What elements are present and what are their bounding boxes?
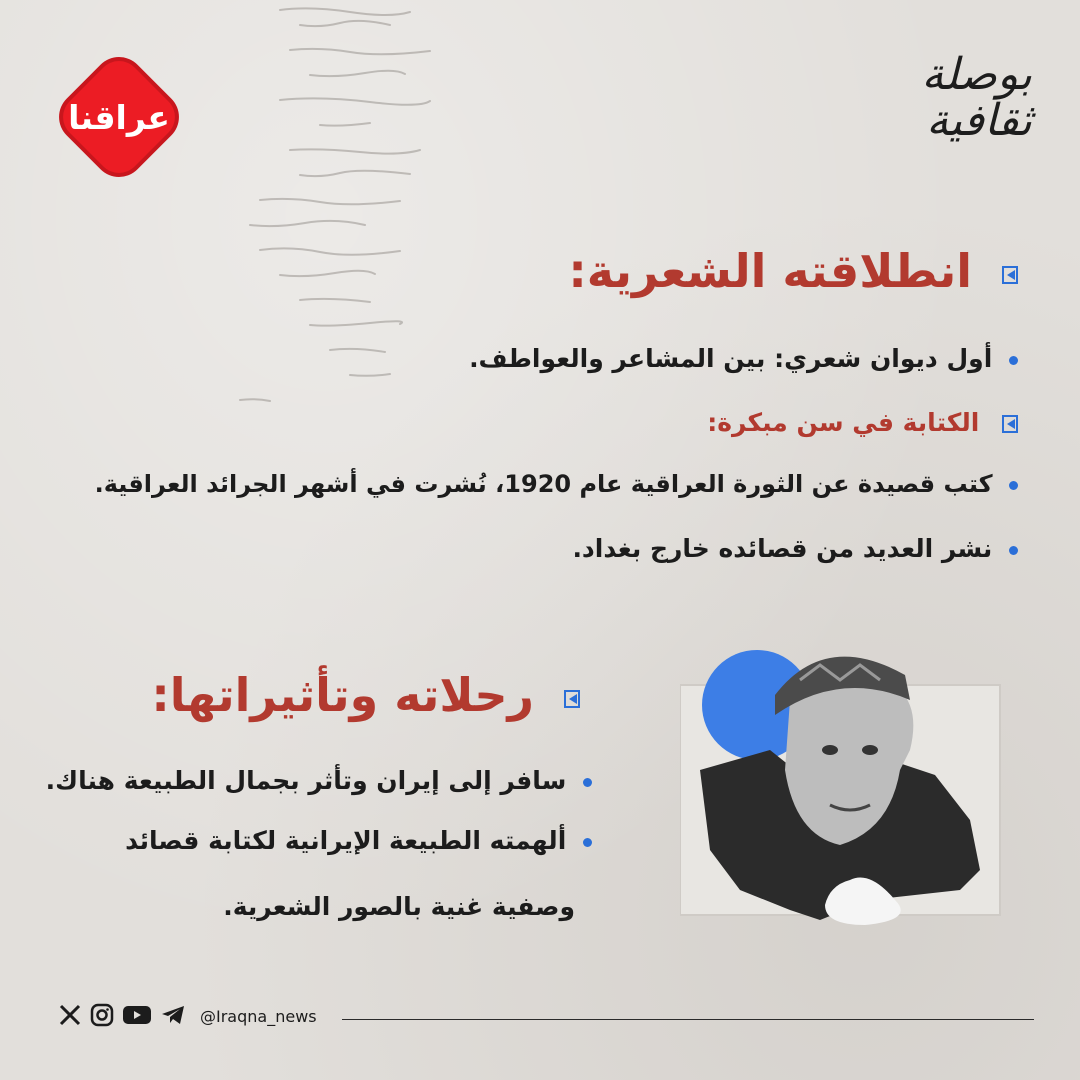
social-icons <box>58 1003 186 1031</box>
play-icon <box>1002 415 1018 433</box>
x-icon[interactable] <box>58 1003 82 1031</box>
section2-heading-row <box>151 668 580 722</box>
section2-item-2 <box>125 826 592 855</box>
bullet-icon <box>1009 481 1018 490</box>
section1-item-1-text: أول ديوان شعري: بين المشاعر والعواطف. <box>469 344 993 373</box>
section1-subitem-1-text: كتب قصيدة عن الثورة العراقية عام 1920، نُشرت في أشهر الجرائد العراقية. <box>94 470 993 498</box>
brand-title <box>832 49 1032 146</box>
section2-item-2-cont <box>223 892 575 921</box>
youtube-icon[interactable] <box>122 1003 152 1031</box>
brand-line-2: ثقافية <box>926 95 1032 146</box>
instagram-icon[interactable] <box>90 1003 114 1031</box>
faint-manuscript <box>220 0 480 430</box>
section1-heading: انطلاقته الشعرية: <box>568 244 972 298</box>
footer <box>58 1003 1034 1035</box>
play-icon <box>564 690 580 708</box>
section1-subheading-row <box>707 408 1018 437</box>
section2-heading: رحلاته وتأثيراتها: <box>151 668 534 722</box>
brand-line-1: بوصلة <box>921 49 1032 100</box>
poet-portrait <box>680 620 1020 960</box>
section2-item-2-text: ألهمته الطبيعة الإيرانية لكتابة قصائد <box>125 826 567 855</box>
section1-item-1 <box>469 344 1018 373</box>
telegram-icon[interactable] <box>160 1003 186 1031</box>
section1-subitem-2-text: نشر العديد من قصائده خارج بغداد. <box>572 534 993 563</box>
social-handle[interactable]: @Iraqna_news <box>200 1007 317 1026</box>
section2-item-1 <box>46 766 592 795</box>
bullet-icon <box>1009 356 1018 365</box>
bullet-icon <box>1009 546 1018 555</box>
play-icon <box>1002 266 1018 284</box>
section1-heading-row <box>568 244 1018 298</box>
bullet-icon <box>583 778 592 787</box>
section1-subheading: الكتابة في سن مبكرة: <box>707 408 980 437</box>
section1-subitem-1 <box>95 470 1018 498</box>
logo-text: عراقنا <box>68 97 170 137</box>
section2-item-2-cont-text: وصفية غنية بالصور الشعرية. <box>223 892 575 921</box>
bullet-icon <box>583 838 592 847</box>
footer-divider <box>342 1019 1034 1020</box>
section1-subitem-2 <box>572 534 1018 563</box>
section2-item-1-text: سافر إلى إيران وتأثر بجمال الطبيعة هناك. <box>45 766 567 795</box>
